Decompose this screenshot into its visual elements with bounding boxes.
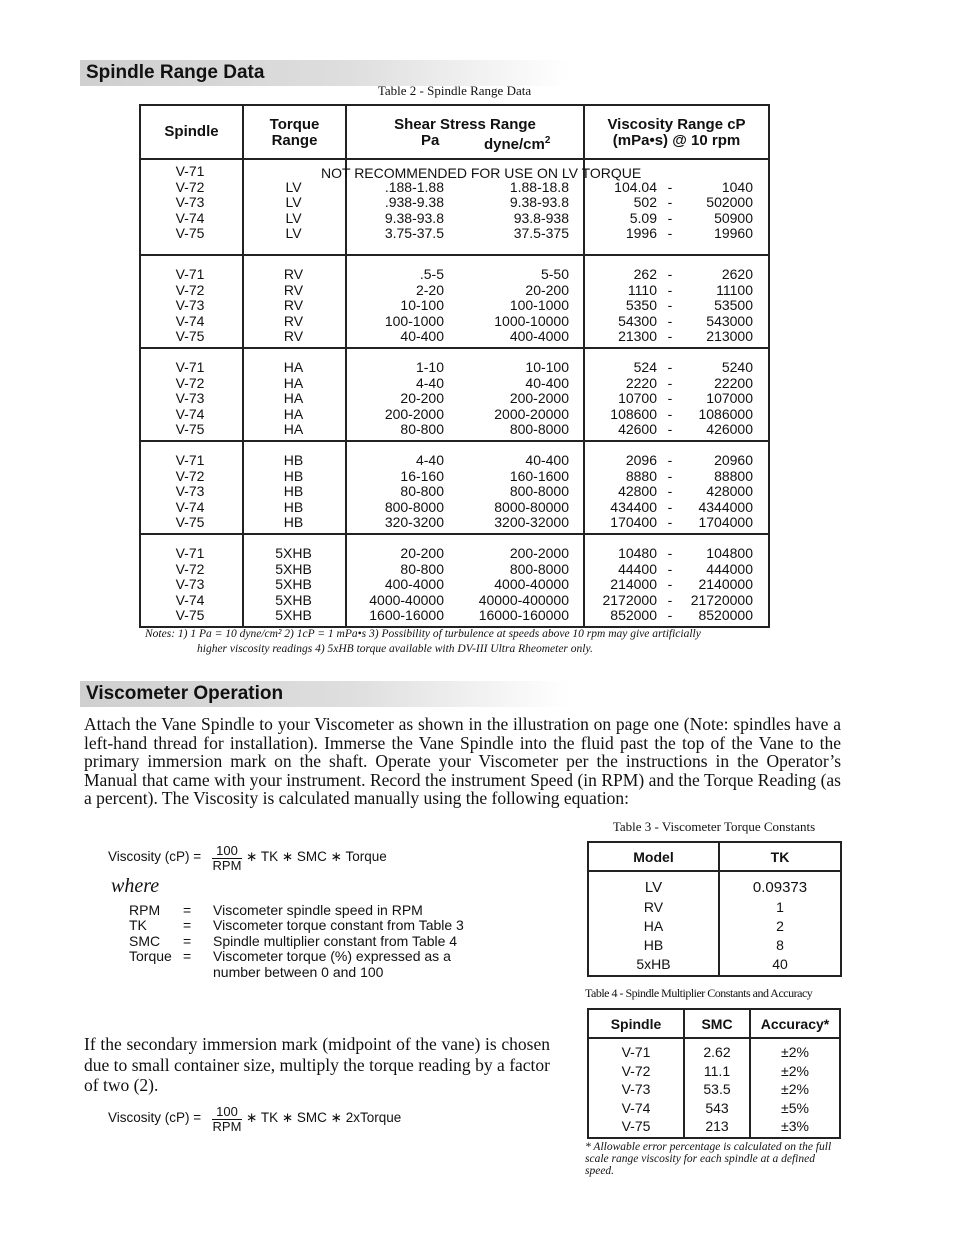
cell-v1: 8880 — [625, 467, 657, 484]
cell-dash: - — [667, 225, 673, 242]
cell-pa: 16-160 — [400, 467, 444, 484]
cell-torque: HB — [283, 514, 304, 531]
cell-model: HB — [643, 937, 664, 953]
cell-v1: 214000 — [610, 576, 657, 593]
cell-dash: - — [667, 607, 673, 624]
cell-v2: 502000 — [706, 194, 753, 211]
cell-pa: 320-3200 — [384, 514, 444, 531]
cell-torque: LV — [285, 178, 302, 195]
cell-v1: 5.09 — [629, 209, 657, 226]
cell-v1: 2096 — [625, 452, 657, 468]
definition-term: RPM — [129, 902, 161, 918]
header-viscosity-range: Viscosity Range cP (mPa•s) @ 10 rpm — [607, 116, 746, 149]
cell-spindle: V-74 — [175, 209, 205, 226]
cell-torque: LV — [285, 194, 302, 211]
cell-v2: 213000 — [706, 328, 753, 345]
definition-eq: = — [183, 948, 192, 965]
equation-2-rhs: ∗ TK ∗ SMC ∗ 2xTorque — [246, 1110, 402, 1125]
column-spindle — [165, 164, 215, 242]
column-v2 — [681, 453, 753, 531]
cell-v1: 170400 — [610, 514, 657, 531]
cell-spindle: V-74 — [175, 405, 205, 422]
header-smc: SMC — [701, 1016, 733, 1032]
cell-spindle: V-74 — [175, 312, 205, 329]
column-v1 — [585, 164, 657, 242]
cell-v2: 426000 — [706, 421, 753, 438]
cell-torque: HA — [283, 390, 304, 407]
torque-constants-table — [587, 841, 842, 977]
column-dash — [663, 546, 677, 624]
cell-v1: 21300 — [618, 328, 657, 345]
cell-dyne: 20-200 — [525, 281, 569, 298]
column-pa — [356, 267, 444, 345]
cell-dyne: 2000-20000 — [494, 405, 569, 422]
cell-torque: RV — [283, 297, 304, 314]
cell-spindle: V-75 — [175, 225, 205, 242]
cell-torque: 5XHB — [275, 576, 312, 593]
cell-dash: - — [667, 405, 673, 422]
cell-dash: - — [667, 297, 673, 314]
cell-v2: 88800 — [714, 467, 753, 484]
table4-caption: Table 4 - Spindle Multiplier Constants and Accuracy — [585, 986, 813, 1000]
cell-dash: - — [667, 514, 673, 531]
cell-pa: 400-4000 — [384, 576, 444, 593]
cell-spindle: V-73 — [175, 483, 205, 500]
cell-spindle: V-73 — [175, 390, 205, 407]
cell-torque: HA — [283, 405, 304, 422]
cell-dyne: 40-400 — [525, 374, 569, 391]
cell-v1: 10480 — [618, 545, 657, 561]
column-dash — [663, 164, 677, 242]
cell-dyne: 10-100 — [525, 359, 569, 375]
column-torque — [241, 360, 346, 438]
definition-desc: Viscometer torque constant from Table 3 — [213, 917, 464, 934]
cell-spindle: V-74 — [621, 1099, 651, 1116]
cell-smc: 213 — [705, 1118, 729, 1135]
cell-dyne: 800-8000 — [509, 483, 569, 500]
column-dash — [663, 360, 677, 438]
definition-term: Torque — [129, 948, 172, 965]
cell-v2: 4344000 — [698, 498, 753, 515]
definition-desc: Spindle multiplier constant from Table 4 — [213, 932, 458, 949]
header-spindle: Spindle — [164, 123, 219, 140]
section-title: Viscometer Operation — [86, 683, 284, 704]
cell-torque: 5XHB — [275, 607, 312, 624]
definition-desc: Viscometer torque (%) expressed as a — [213, 948, 451, 965]
cell-torque: HB — [283, 452, 304, 468]
cell-dyne: 3200-32000 — [494, 514, 569, 531]
cell-v2: 2620 — [721, 266, 753, 282]
header-torque-range: Torque Range — [269, 116, 320, 149]
column-v1 — [585, 360, 657, 438]
cell-v2: 1040 — [721, 178, 753, 195]
cell-spindle: V-73 — [175, 297, 205, 314]
spindle-range-table — [139, 104, 770, 628]
cell-v1: 42800 — [618, 483, 657, 500]
cell-dash: - — [667, 421, 673, 438]
cell-dash: - — [667, 374, 673, 391]
cell-dyne: 37.5-375 — [513, 225, 569, 242]
cell-spindle: V-75 — [175, 514, 205, 531]
cell-pa: .938-9.38 — [384, 194, 444, 211]
cell-dyne: 200-2000 — [509, 545, 569, 561]
cell-v2: 1704000 — [698, 514, 753, 531]
cell-dash: - — [667, 312, 673, 329]
cell-v1: 502 — [633, 194, 657, 211]
cell-spindle: V-73 — [175, 194, 205, 211]
cell-v1: 54300 — [618, 312, 657, 329]
cell-torque: RV — [283, 281, 304, 298]
cell-tk: 1 — [776, 899, 784, 915]
cell-v1: 10700 — [618, 390, 657, 407]
cell-pa: .5-5 — [419, 266, 444, 282]
section-header-viscometer-operation — [80, 681, 570, 707]
table2-notes: Notes: 1) 1 Pa = 10 dyne/cm² 2) 1cP = 1 mPa•s 3) Possibility of turbulence at speeds above 10 rpm may give artificially higher viscosity readings 4) 5xHB torque available with DV-III Ultra Rheometer only. — [145, 628, 701, 655]
column-v2 — [681, 267, 753, 345]
cell-spindle: V-71 — [621, 1044, 651, 1060]
spindle-multiplier-table — [587, 1008, 841, 1139]
cell-dyne: 400-4000 — [509, 328, 569, 345]
cell-v1: 42600 — [618, 421, 657, 438]
cell-pa: 9.38-93.8 — [384, 209, 444, 226]
cell-model: HA — [643, 918, 664, 934]
cell-spindle: V-72 — [175, 178, 205, 195]
cell-dash: - — [667, 266, 673, 282]
column-dash — [663, 453, 677, 531]
column-spindle — [165, 453, 215, 531]
column-dyne — [461, 453, 569, 531]
cell-accuracy: ±2% — [781, 1062, 809, 1079]
cell-pa: 1600-16000 — [369, 607, 444, 624]
cell-torque: HA — [283, 359, 304, 375]
column-pa — [356, 546, 444, 624]
cell-dyne: 93.8-938 — [513, 209, 569, 226]
column-dash — [663, 267, 677, 345]
cell-v2 — [681, 164, 753, 180]
table2-caption: Table 2 - Spindle Range Data — [377, 83, 532, 98]
column-dyne — [461, 546, 569, 624]
cell-spindle: V-75 — [175, 607, 205, 624]
cell-dash: - — [667, 281, 673, 298]
cell-torque: RV — [283, 266, 304, 282]
cell-dash: - — [667, 467, 673, 484]
cell-v2: 22200 — [714, 374, 753, 391]
cell-pa: 40-400 — [400, 328, 444, 345]
cell-dyne: 40-400 — [525, 452, 569, 468]
cell-tk: 8 — [776, 937, 784, 953]
cell-pa: 800-8000 — [384, 498, 444, 515]
cell-dyne: 8000-80000 — [494, 498, 569, 515]
cell-accuracy: ±2% — [781, 1044, 809, 1060]
cell-v1: 434400 — [610, 498, 657, 515]
cell-dash: - — [667, 452, 673, 468]
cell-pa — [356, 164, 444, 180]
cell-spindle: V-74 — [175, 498, 205, 515]
cell-v1: 44400 — [618, 560, 657, 577]
cell-v1: 2172000 — [602, 591, 657, 608]
section-title: Spindle Range Data — [86, 62, 265, 83]
header-tk: TK — [770, 849, 790, 865]
cell-spindle: V-72 — [621, 1062, 651, 1079]
cell-pa: 3.75-37.5 — [384, 225, 444, 242]
header-shear-stress: Shear Stress Range Pa dyne/$cm^2$ — [394, 116, 551, 153]
cell-v1: 524 — [633, 359, 657, 375]
column-v1 — [585, 546, 657, 624]
definition-desc: Viscometer spindle speed in RPM — [213, 902, 423, 918]
cell-v2: 104800 — [706, 545, 753, 561]
cell-v2: 444000 — [706, 560, 753, 577]
cell-pa: 20-200 — [400, 390, 444, 407]
cell-v1: 852000 — [610, 607, 657, 624]
cell-pa: 10-100 — [400, 297, 444, 314]
definition-term: SMC — [129, 932, 161, 949]
header-model: Model — [633, 849, 674, 865]
cell-spindle: V-72 — [175, 467, 205, 484]
cell-dash: - — [667, 359, 673, 375]
cell-spindle: V-71 — [175, 452, 205, 468]
cell-torque: LV — [285, 209, 302, 226]
cell-dash: - — [667, 498, 673, 515]
cell-dyne: 5-50 — [540, 266, 569, 282]
cell-spindle: V-71 — [175, 359, 205, 375]
cell-pa: 80-800 — [400, 483, 444, 500]
cell-spindle: V-75 — [621, 1118, 651, 1135]
column-torque — [241, 267, 346, 345]
column-pa — [356, 453, 444, 531]
equation-1-lhs: Viscosity (cP) = — [108, 849, 202, 864]
cell-dash: - — [667, 178, 673, 195]
column-torque — [241, 453, 346, 531]
cell-dash: - — [667, 560, 673, 577]
cell-dash: - — [667, 591, 673, 608]
cell-v2: 543000 — [706, 312, 753, 329]
cell-torque: HB — [283, 498, 304, 515]
cell-v2: 1086000 — [698, 405, 753, 422]
table3-caption: Table 3 - Viscometer Torque Constants — [612, 819, 816, 834]
column-pa — [356, 164, 444, 242]
cell-v2: 50900 — [714, 209, 753, 226]
cell-tk: 0.09373 — [752, 879, 808, 896]
cell-spindle: V-72 — [175, 281, 205, 298]
cell-v2: 2140000 — [698, 576, 753, 593]
cell-dyne: 200-2000 — [509, 390, 569, 407]
cell-dash: - — [667, 483, 673, 500]
cell-pa: 100-1000 — [384, 312, 444, 329]
column-dyne — [461, 164, 569, 242]
cell-spindle: V-73 — [621, 1081, 651, 1098]
cell-dyne: 1000-10000 — [494, 312, 569, 329]
cell-accuracy: ±2% — [781, 1081, 809, 1098]
cell-tk: 2 — [776, 918, 784, 934]
cell-spindle: V-73 — [175, 576, 205, 593]
definition-desc: number between 0 and 100 — [213, 963, 384, 980]
cell-dash: - — [667, 328, 673, 345]
cell-dash — [663, 164, 677, 180]
cell-dash: - — [667, 545, 673, 561]
cell-dyne: 800-8000 — [509, 560, 569, 577]
cell-dash: - — [667, 194, 673, 211]
header-accuracy: Accuracy* — [760, 1016, 830, 1032]
cell-dyne: 1.88-18.8 — [509, 178, 569, 195]
cell-v2: 107000 — [706, 390, 753, 407]
cell-dyne: 9.38-93.8 — [509, 194, 569, 211]
equation-2-lhs: Viscosity (cP) = — [108, 1110, 202, 1125]
cell-v2: 19960 — [714, 225, 753, 242]
column-torque — [241, 546, 346, 624]
cell-torque: LV — [285, 225, 302, 242]
cell-accuracy: ±3% — [781, 1118, 809, 1135]
cell-v1: 108600 — [610, 405, 657, 422]
cell-dyne: 800-8000 — [509, 421, 569, 438]
cell-spindle: V-71 — [175, 163, 205, 179]
cell-smc: 543 — [705, 1099, 729, 1116]
cell-pa: 4000-40000 — [369, 591, 444, 608]
cell-torque: 5XHB — [275, 591, 312, 608]
cell-pa: 4-40 — [415, 452, 444, 468]
lv-not-recommended-note: NOT RECOMMENDED FOR USE ON LV TORQUE — [321, 165, 642, 181]
cell-model: LV — [644, 879, 663, 896]
cell-torque: 5XHB — [275, 560, 312, 577]
cell-smc: 11.1 — [703, 1062, 731, 1079]
definition-eq: = — [183, 902, 192, 918]
cell-dyne: 40000-400000 — [478, 591, 569, 608]
cell-pa: 80-800 — [400, 560, 444, 577]
column-dyne — [461, 267, 569, 345]
column-v2 — [681, 546, 753, 624]
definition-eq: = — [183, 932, 192, 949]
cell-tk: 40 — [772, 956, 788, 972]
cell-torque: RV — [283, 328, 304, 345]
cell-spindle: V-72 — [175, 560, 205, 577]
cell-v2: 20960 — [714, 452, 753, 468]
cell-torque: HB — [283, 483, 304, 500]
column-dyne — [461, 360, 569, 438]
cell-model: 5xHB — [636, 956, 671, 972]
cell-v2: 53500 — [714, 297, 753, 314]
cell-torque: 5XHB — [275, 545, 312, 561]
cell-v2: 8520000 — [698, 607, 753, 624]
column-torque — [241, 164, 346, 242]
cell-dyne — [461, 164, 569, 180]
cell-v1 — [585, 164, 657, 180]
cell-torque: RV — [283, 312, 304, 329]
cell-spindle: V-71 — [175, 266, 205, 282]
column-spindle — [165, 546, 215, 624]
definition-term: TK — [129, 917, 147, 934]
cell-spindle: V-75 — [175, 328, 205, 345]
cell-v1: 262 — [633, 266, 657, 282]
cell-v2: 21720000 — [690, 591, 753, 608]
equation-1-fraction: 100 RPM — [212, 843, 242, 873]
column-v2 — [681, 164, 753, 242]
equation-2-fraction: 100 RPM — [212, 1104, 242, 1134]
cell-pa: 2-20 — [415, 281, 444, 298]
column-v1 — [585, 453, 657, 531]
table4-footnote: * Allowable error percentage is calculated on the full scale range viscosity for each spindle at a defined speed. — [585, 1141, 832, 1177]
cell-v1: 1996 — [625, 225, 657, 242]
cell-pa: 20-200 — [400, 545, 444, 561]
column-pa — [356, 360, 444, 438]
cell-spindle: V-75 — [175, 421, 205, 438]
where-label: where — [111, 875, 160, 897]
column-v2 — [681, 360, 753, 438]
cell-model: RV — [643, 899, 664, 915]
operation-paragraph: Attach the Vane Spindle to your Viscometer as shown in the illustration on page one (Note: spindles have a left-hand thread for installation). Immerse the Vane Spindle into the fluid past the top of the Vane to the primary immersion mark on the shaft. Operate your Viscometer per the instructions in the Operator’s Manual that came with your instrument. Record the instrument Speed (in RPM) and the Torque Reading (as a percent). The Viscosity is calculated manually using the following equation: — [84, 714, 841, 809]
cell-spindle: V-71 — [175, 545, 205, 561]
column-spindle — [165, 360, 215, 438]
cell-pa: 80-800 — [400, 421, 444, 438]
cell-dash: - — [667, 390, 673, 407]
header-spindle: Spindle — [610, 1016, 662, 1032]
cell-torque: HA — [283, 374, 304, 391]
definition-eq: = — [183, 917, 192, 934]
cell-pa: 4-40 — [415, 374, 444, 391]
cell-accuracy: ±5% — [781, 1099, 809, 1116]
cell-dyne: 4000-40000 — [494, 576, 569, 593]
cell-torque — [241, 164, 346, 180]
cell-pa: .188-1.88 — [384, 178, 444, 195]
cell-dyne: 160-1600 — [509, 467, 569, 484]
column-spindle — [165, 267, 215, 345]
cell-torque: HA — [283, 421, 304, 438]
cell-dyne: 16000-160000 — [478, 607, 569, 624]
equation-1-rhs: ∗ TK ∗ SMC ∗ Torque — [246, 849, 387, 864]
cell-dash: - — [667, 209, 673, 226]
cell-v2: 11100 — [716, 281, 753, 298]
cell-v2: 428000 — [706, 483, 753, 500]
cell-pa: 1-10 — [415, 359, 444, 375]
cell-smc: 2.62 — [703, 1044, 731, 1060]
cell-v1: 1110 — [627, 281, 657, 298]
cell-pa: 200-2000 — [384, 405, 444, 422]
cell-dyne: 100-1000 — [509, 297, 569, 314]
cell-dash: - — [667, 576, 673, 593]
cell-v1: 104.04 — [614, 178, 657, 195]
cell-spindle: V-74 — [175, 591, 205, 608]
cell-torque: HB — [283, 467, 304, 484]
cell-spindle: V-72 — [175, 374, 205, 391]
secondary-mark-paragraph: If the secondary immersion mark (midpoint of the vane) is chosen due to small container size, multiply the torque reading by a factor of two (2). — [84, 1034, 550, 1095]
cell-smc: 53.5 — [703, 1081, 731, 1098]
column-v1 — [585, 267, 657, 345]
cell-v2: 5240 — [721, 359, 753, 375]
cell-v1: 5350 — [625, 297, 657, 314]
cell-v1: 2220 — [625, 374, 657, 391]
